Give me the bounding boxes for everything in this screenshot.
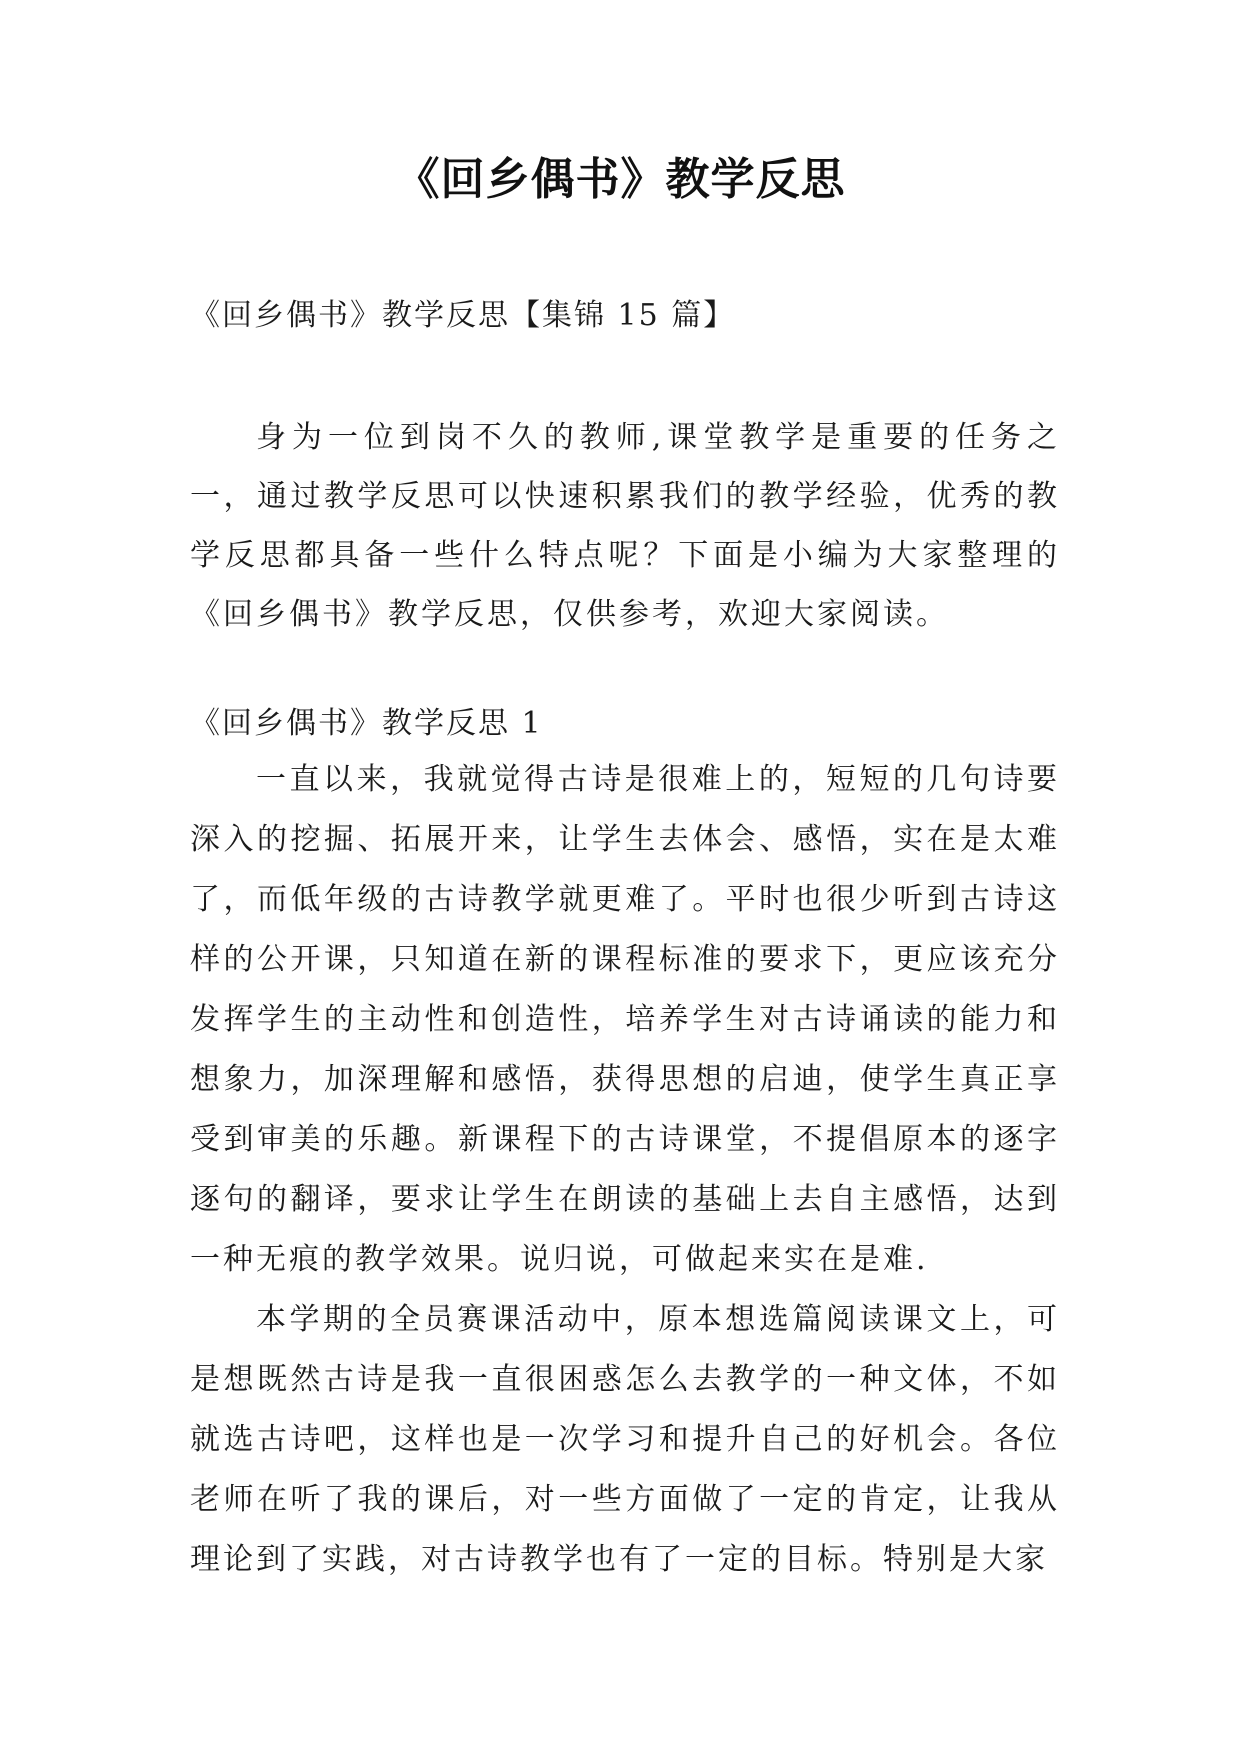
section-heading: 《回乡偶书》教学反思 1	[190, 706, 543, 741]
intro-paragraph: 身为一位到岗不久的教师,课堂教学是重要的任务之一，通过教学反思可以快速积累我们的教学经验，优秀的教学反思都具备一些什么特点呢？下面是小编为大家整理的《回乡偶书》教学反思，仅供参考，欢迎大家阅读。	[190, 420, 1060, 632]
document-subtitle: 《回乡偶书》教学反思【集锦 15 篇】	[190, 298, 736, 333]
body-paragraph: 本学期的全员赛课活动中，原本想选篇阅读课文上，可是想既然古诗是我一直很困惑怎么去教学的一种文体，不如就选古诗吧，这样也是一次学习和提升自己的好机会。各位老师在听了我的课后，对一些方面做了一定的肯定，让我从理论到了实践，对古诗教学也有了一定的目标。特别是大家	[190, 1302, 1060, 1577]
body-paragraph: 一直以来，我就觉得古诗是很难上的，短短的几句诗要深入的挖掘、拓展开来，让学生去体会、感悟，实在是太难了，而低年级的古诗教学就更难了。平时也很少听到古诗这样的公开课，只知道在新的课程标准的要求下，更应该充分发挥学生的主动性和创造性，培养学生对古诗诵读的能力和想象力，加深理解和感悟，获得思想的启迪，使学生真正享受到审美的乐趣。新课程下的古诗课堂，不提倡原本的逐字逐句的翻译，要求让学生在朗读的基础上去自主感悟，达到一种无痕的教学效果。说归说，可做起来实在是难.	[190, 762, 1060, 1277]
document-title: 《回乡偶书》教学反思	[395, 154, 846, 205]
section-body	[190, 750, 1060, 1590]
